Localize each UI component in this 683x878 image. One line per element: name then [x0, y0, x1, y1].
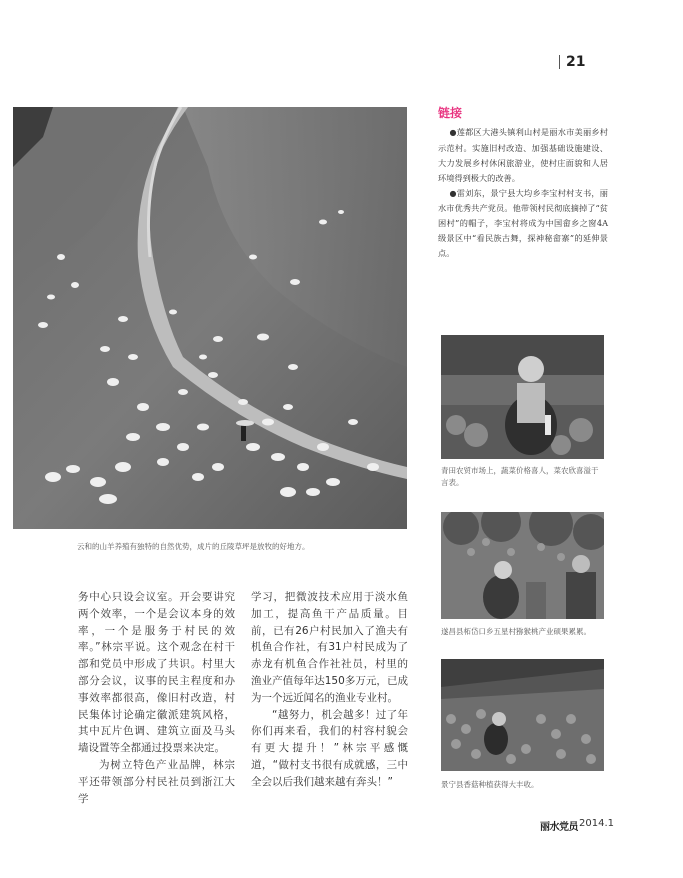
page-number-divider [559, 55, 560, 69]
magazine-logo: 丽水党员 [540, 822, 578, 833]
article-col1-paragraph-1: 务中心只设会议室。开会要讲究两个效率，一个是会议本身的效率，一个是服务于村民的效率。”林宗平说。这个观念在村干部和党员中形成了共识。村里大部分会议，议事的民主程度和办事效率都很高，像旧村改造，村民集体讨论确定徽派建筑风格，其中瓦片色调、建筑立面及马头墙设置等全都通过投票来决定。 [78, 591, 235, 755]
page-number: 21 [566, 54, 586, 70]
article-col2-paragraph-1: 学习，把微波技术应用于淡水鱼加工，提高鱼干产品质量。目前，已有26户村民加入了渔夫有机鱼合作社，有31户村民成为了赤龙有机鱼合作社社员，村里的渔业产值每年达150多万元，已成为一个远近闻名的渔业专业村。 [251, 591, 408, 704]
issue-number: 2014.1 [579, 818, 614, 829]
article-column-1 [78, 589, 235, 807]
side-photo-vegetable-market [441, 335, 604, 459]
sidebar-text [438, 125, 608, 261]
side-photo-3-caption: 景宁县香菇种植获得大丰收。 [441, 780, 539, 789]
sidebar-paragraph-2: ●雷刘东，景宁县大均乡李宝村村支书，丽水市优秀共产党员。他带领村民彻底摘掉了“贫困村”的帽子，李宝村将成为中国畲乡之窗4A级景区中“看民族古舞，探神秘畲寨”的延伸景点。 [438, 187, 608, 259]
main-photo-goats [13, 107, 407, 529]
article-col1-paragraph-2: 为树立特色产业品牌，林宗平还带领部分村民社员到浙江大学 [78, 758, 235, 805]
side-photo-mushroom-harvest [441, 659, 604, 771]
side-photo-2-caption: 遂昌县柘岱口乡五星村猕猴桃产业硕果累累。 [441, 627, 591, 636]
bullet-icon: ● [449, 128, 457, 137]
side-photo-1-caption: 青田农贸市场上，蔬菜价格喜人，菜农欣喜溢于言表。 [441, 466, 599, 487]
article-col2-paragraph-2: “越努力，机会越多！过了年你们再来看，我们的村容村貌会有更大提升！”林宗平感慨道，“做村支书很有成就感，三中全会以后我们越来越有奔头！” [251, 708, 408, 788]
sidebar-paragraph-1: ●莲都区大港头镇利山村是丽水市美丽乡村示范村。实施旧村改造、加强基础设施建设、大力发展乡村休闲旅游业，使村庄面貌和人居环境得到极大的改善。 [438, 127, 608, 183]
side-photo-kiwi-orchard [441, 512, 604, 619]
sidebar-title: 链接 [438, 106, 463, 120]
bullet-icon: ● [449, 188, 457, 198]
main-photo-caption: 云和的山羊养殖有独特的自然优势，成片的丘陵草坪是放牧的好地方。 [77, 542, 310, 551]
article-column-2 [251, 589, 408, 791]
